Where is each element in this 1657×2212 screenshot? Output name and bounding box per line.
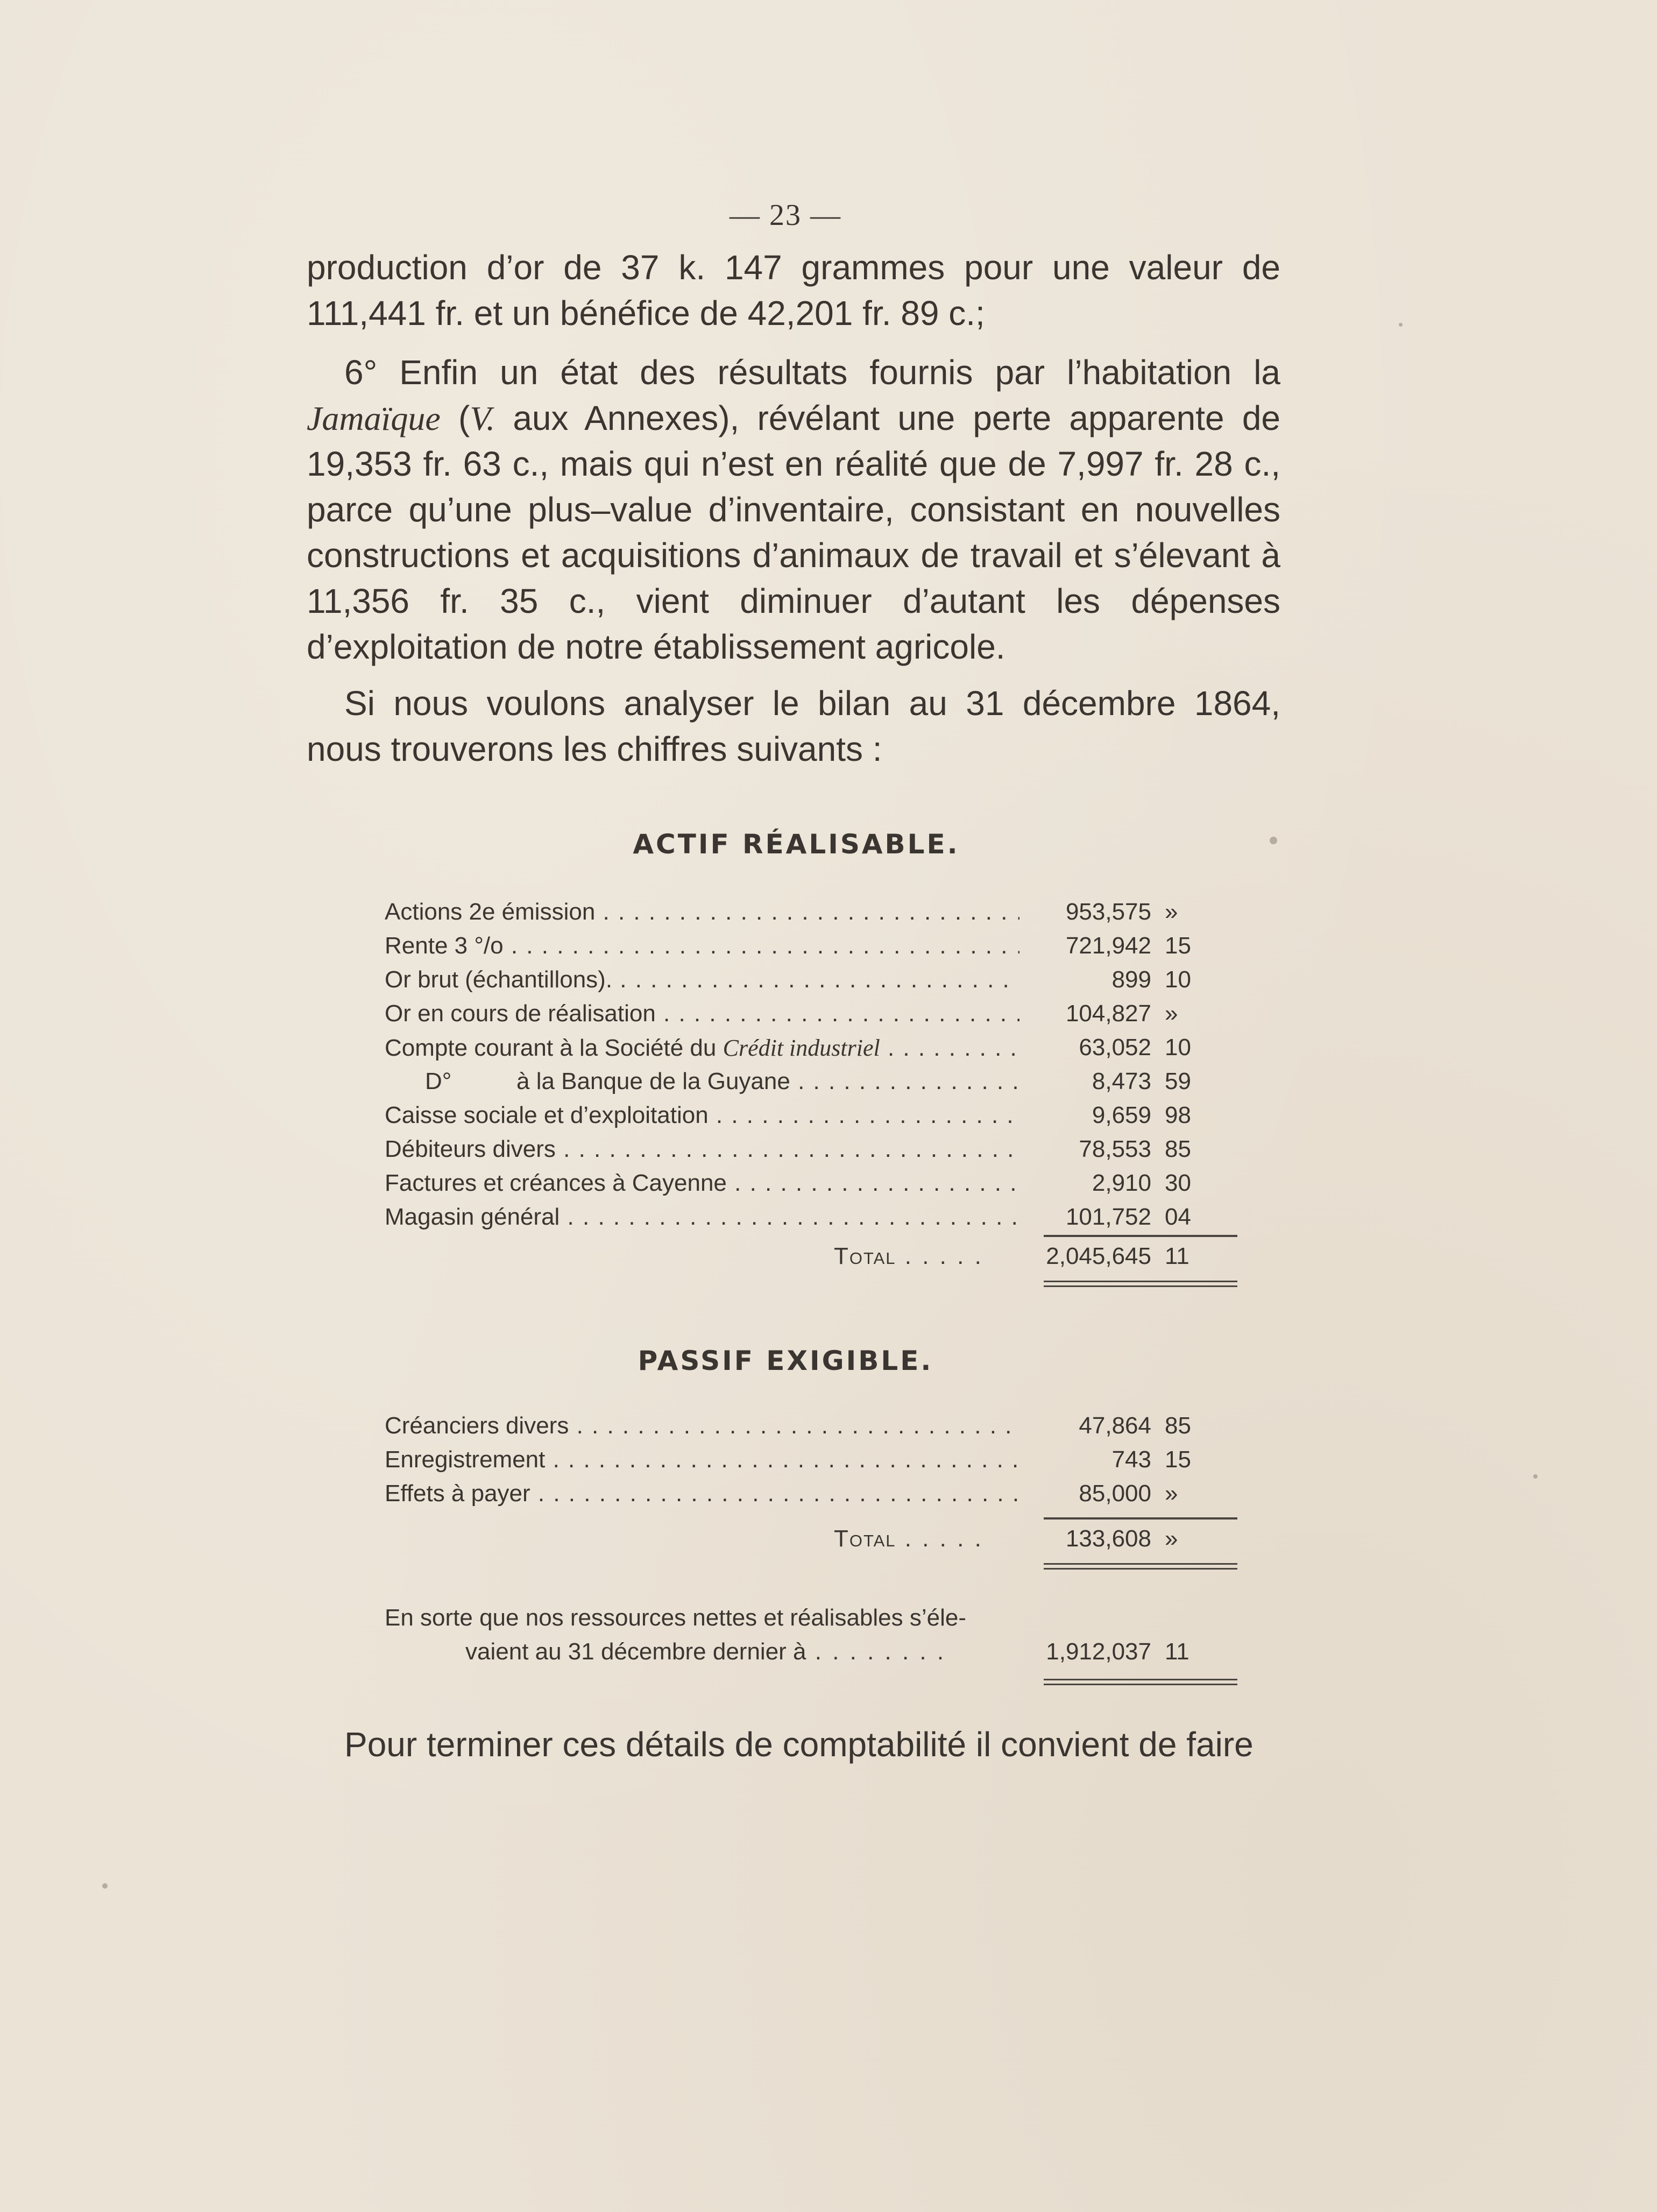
row-amount: 899 (1111, 966, 1151, 993)
net-line-1: En sorte que nos ressources nettes et réalisables s’éle- (385, 1605, 967, 1631)
row-label: Effets à payer (385, 1480, 530, 1507)
page-number: — 23 — (730, 199, 841, 232)
row-label: Enregistrement (385, 1446, 546, 1473)
passif-row (385, 1412, 1235, 1446)
row-cents: 98 (1165, 1102, 1191, 1128)
paragraph-4: Pour terminer ces détails de comptabilité il convient de faire (344, 1725, 1254, 1764)
row-label: Or brut (échantillons). (385, 966, 613, 993)
actif-title: ACTIF RÉALISABLE. (633, 829, 960, 860)
paragraph-1 (307, 245, 1280, 336)
row-cents: » (1165, 1480, 1178, 1507)
net-cents: 11 (1165, 1638, 1189, 1665)
row-label: à la Banque de la Guyane (516, 1068, 790, 1094)
paper-speck (1270, 837, 1277, 844)
actif-ledger (385, 899, 1235, 1238)
row-amount: 63,052 (1079, 1034, 1151, 1061)
paragraph-3 (307, 681, 1280, 772)
row-amount: 78,553 (1079, 1136, 1151, 1162)
row-cents: 10 (1165, 1034, 1191, 1061)
row-label: Actions 2e émission (385, 899, 596, 925)
passif-ledger (385, 1412, 1235, 1514)
actif-row (385, 1034, 1235, 1068)
row-amount: 47,864 (1079, 1412, 1151, 1439)
actif-row (385, 1204, 1235, 1238)
row-cents: 85 (1165, 1136, 1191, 1162)
total-rule (1044, 1235, 1237, 1237)
double-rule (1044, 1679, 1237, 1685)
paragraph-2-start: 6° Enfin un état des résultats fournis par l’habitation la (344, 353, 1280, 392)
row-label: Débiteurs divers (385, 1136, 556, 1162)
total-label: Total . . . (834, 1525, 983, 1552)
row-cents: 85 (1165, 1412, 1191, 1439)
paragraph-2 (307, 350, 1280, 670)
paragraph-2-end: aux Annexes), révélant une perte apparente de 19,353 fr. 63 c., mais qui n’est en réalité que de 7,997 fr. 28 c., parce qu’une plus–value d’inventaire, consistant en nouvelles constructions et acquisitions d’animaux de travail et s’élevant à 11,356 fr. 35 c., vient diminuer d’autant les dépenses d’exploitation de notre établissement agricole. (307, 399, 1281, 666)
row-amount: 104,827 (1065, 1000, 1151, 1027)
row-amount: 953,575 (1065, 899, 1151, 925)
paragraph-1-text: production d’or de 37 k. 147 grammes pour une valeur de 111,441 fr. et un bénéfice de 42,201 fr. 89 c.; (307, 248, 1280, 333)
row-amount: 101,752 (1065, 1204, 1151, 1230)
row-cents: 59 (1165, 1068, 1191, 1094)
total-label: Total . . . (834, 1243, 983, 1270)
row-amount: 85,000 (1079, 1480, 1151, 1507)
total-amount: 2,045,645 (1046, 1243, 1151, 1269)
row-label: Compte courant à la Société du (385, 1035, 723, 1061)
paper-speck (1533, 1474, 1538, 1479)
passif-title: PASSIF EXIGIBLE. (638, 1345, 933, 1376)
row-cents: 30 (1165, 1170, 1191, 1196)
row-cents: » (1165, 899, 1178, 925)
passif-row (385, 1480, 1235, 1514)
paragraph-2-mid: ( (440, 399, 470, 437)
actif-row (385, 1068, 1235, 1102)
row-amount: 721,942 (1065, 932, 1151, 959)
paragraph-2-italic: Jamaïque (307, 399, 441, 437)
actif-row (385, 932, 1235, 966)
total-rule (1044, 1517, 1237, 1520)
net-line-2: vaient au 31 décembre dernier à . . . (465, 1635, 946, 1669)
passif-row (385, 1446, 1235, 1480)
passif-total-row (385, 1525, 1235, 1559)
row-label: Or en cours de réalisation (385, 1000, 656, 1027)
double-rule (1044, 1281, 1237, 1287)
paper-speck (102, 1883, 108, 1889)
row-cents: 04 (1165, 1204, 1191, 1230)
actif-row (385, 966, 1235, 1000)
row-label: Magasin général (385, 1204, 560, 1230)
row-label: Factures et créances à Cayenne (385, 1170, 727, 1196)
row-label-italic: Crédit industriel (723, 1035, 880, 1061)
paper-speck (1399, 323, 1403, 327)
paragraph-2-italic-2: V. (470, 399, 495, 437)
actif-row (385, 1136, 1235, 1170)
row-label: Caisse sociale et d’exploitation (385, 1102, 709, 1128)
row-label: Rente 3 °/o (385, 932, 504, 959)
total-cents: 11 (1165, 1243, 1189, 1269)
net-amount: 1,912,037 (1046, 1638, 1151, 1665)
actif-row (385, 899, 1235, 932)
total-amount: 133,608 (1065, 1525, 1151, 1552)
actif-row (385, 1102, 1235, 1136)
row-amount: 2,910 (1092, 1170, 1151, 1196)
row-amount: 9,659 (1092, 1102, 1151, 1128)
actif-row (385, 1000, 1235, 1034)
row-cents: 15 (1165, 1446, 1191, 1473)
row-cents: 10 (1165, 966, 1191, 993)
row-label: Créanciers divers (385, 1412, 569, 1439)
row-amount: 743 (1111, 1446, 1151, 1473)
row-cents: 15 (1165, 932, 1191, 959)
paragraph-3-text: Si nous voulons analyser le bilan au 31 décembre 1864, nous trouverons les chiffres suivants : (307, 684, 1280, 768)
row-cents: » (1165, 1000, 1178, 1027)
double-rule (1044, 1563, 1237, 1570)
total-cents: » (1165, 1525, 1178, 1552)
actif-row (385, 1170, 1235, 1204)
actif-total-row (385, 1243, 1235, 1277)
row-amount: 8,473 (1092, 1068, 1151, 1094)
row-ditto: D° (425, 1068, 452, 1094)
